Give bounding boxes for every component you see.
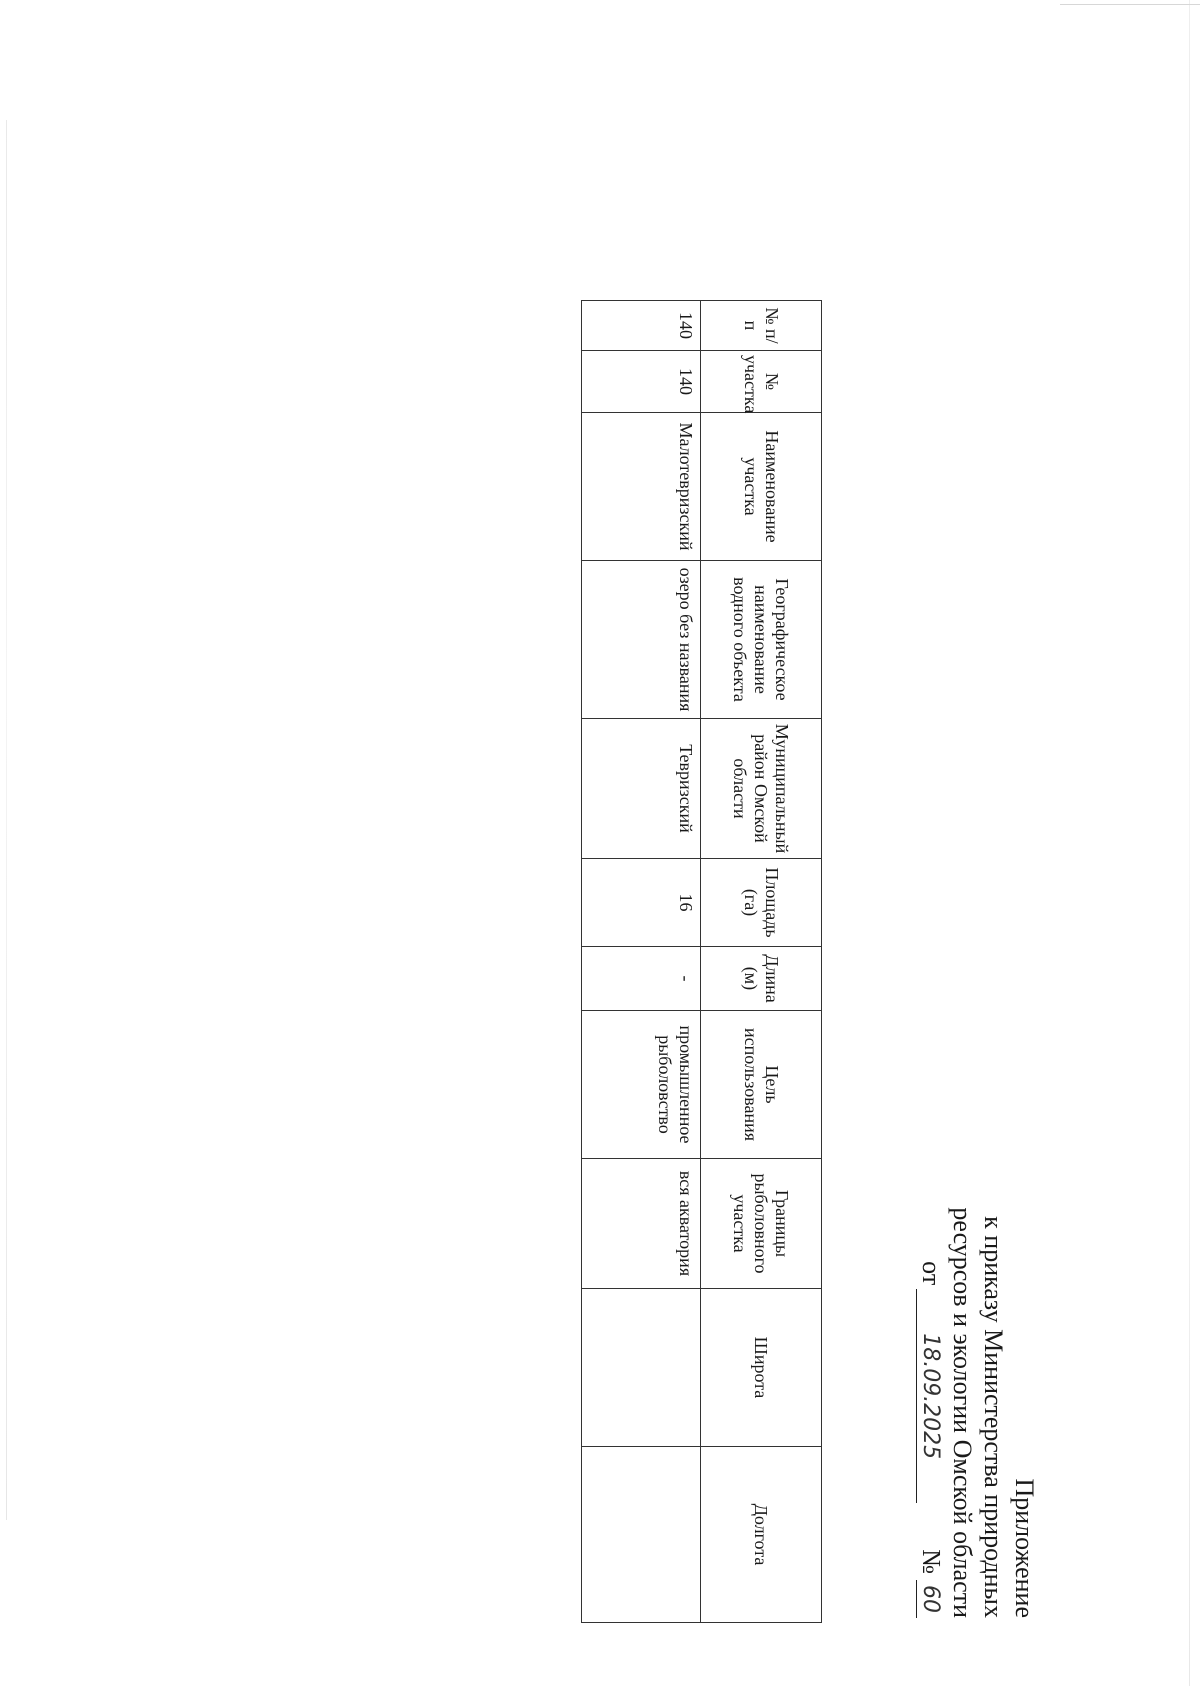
appendix-date-line — [916, 918, 947, 1618]
col-header-latitude: Широта — [701, 1289, 822, 1447]
scan-edge-right — [1189, 0, 1190, 1686]
cell-plot-num: 140 — [582, 351, 701, 413]
cell-length: - — [582, 947, 701, 1011]
col-header-num: № п/п — [701, 301, 822, 351]
rotated-landscape-content — [310, 78, 1070, 1658]
col-header-borders: Границы рыболовного участка — [701, 1159, 822, 1289]
cell-area: 16 — [582, 859, 701, 947]
col-header-plot-name: Наименование участка — [701, 413, 822, 561]
appendix-ministry-line: ресурсов и экологии Омской области — [948, 1207, 977, 1618]
appendix-header — [916, 918, 1040, 1618]
cell-borders: вся акватория — [582, 1159, 701, 1289]
cell-district: Тевризский — [582, 719, 701, 859]
appendix-order-line: к приказу Министерства природных — [979, 1216, 1008, 1618]
col-header-district: Муниципальный район Омской области — [701, 719, 822, 859]
table-row — [582, 301, 701, 1623]
date-prefix: от — [917, 1261, 946, 1286]
col-header-area: Площадь (га) — [701, 859, 822, 947]
col-header-water-body: Географическое наименование водного объекта — [701, 561, 822, 719]
handwritten-number: 60 — [916, 1580, 943, 1618]
col-header-purpose: Цель использования — [701, 1011, 822, 1159]
number-label: № — [917, 1549, 946, 1574]
table-header-row — [701, 301, 822, 1623]
cell-latitude — [582, 1289, 701, 1447]
scan-edge-left — [6, 120, 7, 1520]
appendix-title: Приложение — [1010, 1478, 1039, 1618]
cell-longitude — [582, 1447, 701, 1623]
handwritten-date: 18.09.2025 — [916, 1289, 943, 1503]
col-header-length: Длина (м) — [701, 947, 822, 1011]
scan-top-mark — [1060, 4, 1200, 5]
col-header-plot-num: № участка — [701, 351, 822, 413]
col-header-longitude: Долгота — [701, 1447, 822, 1623]
cell-plot-name: Малотевризский — [582, 413, 701, 561]
cell-water-body: озеро без названия — [582, 561, 701, 719]
fishing-plot-table — [581, 300, 822, 1623]
cell-purpose: промышленное рыболовство — [582, 1011, 701, 1159]
cell-num: 140 — [582, 301, 701, 351]
